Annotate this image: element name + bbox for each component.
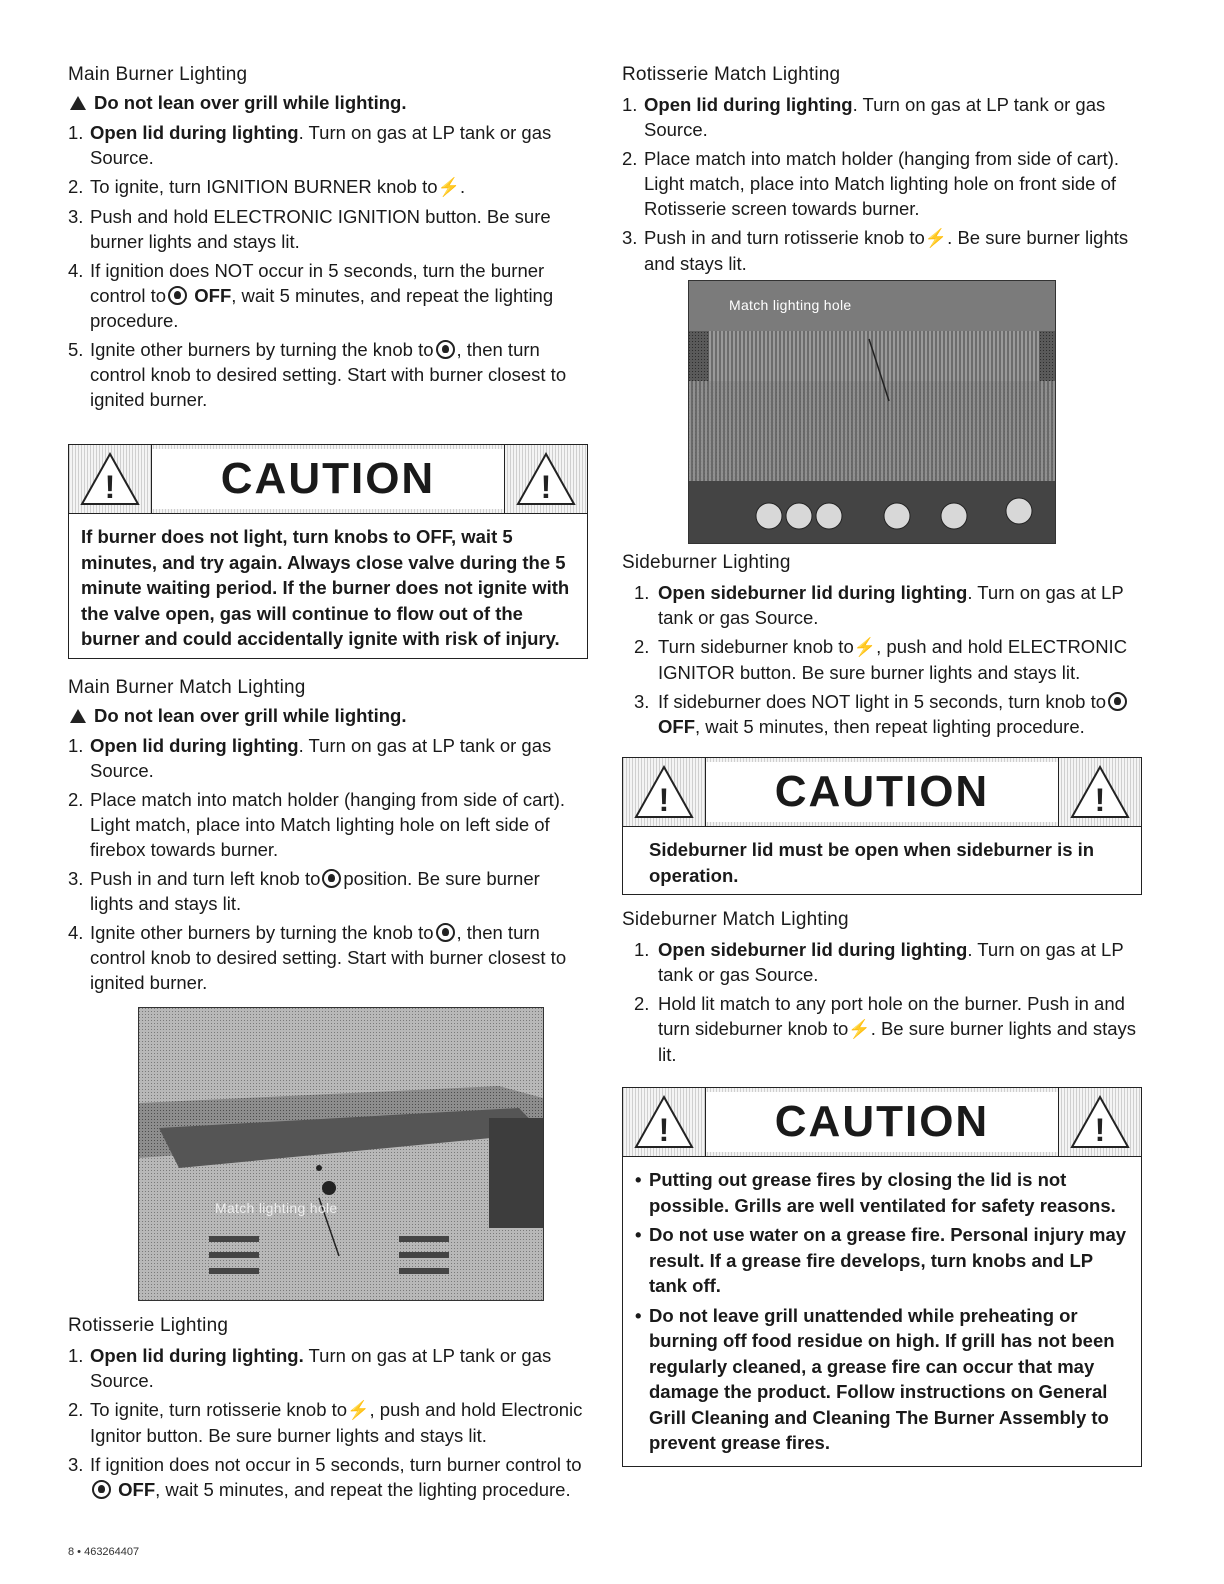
step: 3. Push in and turn rotisserie knob to⚡. Be sure burner lights and stays lit. xyxy=(622,227,1129,274)
ignite-icon: ⚡ xyxy=(924,228,948,248)
svg-text:!: ! xyxy=(540,469,552,505)
caution-bullet: • Putting out grease fires by closing the lid is not possible. Grills are well ventilated for safety reasons. xyxy=(635,1167,1127,1218)
caution-title: CAUTION xyxy=(706,762,1058,822)
warning-icon xyxy=(70,96,86,110)
caution-text: If burner does not light, turn knobs to OFF, wait 5 minutes, and try again. Always close valve during the 5 minute waiting period. If the burner does not ignite with the valve open, gas will continue to flow out of the burner and could accidentally ignite with risk of injury. xyxy=(81,526,570,649)
step: 2. To ignite, turn IGNITION BURNER knob to⚡. xyxy=(68,176,466,197)
section-heading: Sideburner Lighting xyxy=(622,552,791,573)
right-column xyxy=(622,64,1142,1467)
sideburner-lighting xyxy=(622,552,1142,739)
step: 1. Open lid during lighting. Turn on gas at LP tank or gas Source. xyxy=(622,94,1106,140)
rotisserie-match-lighting xyxy=(622,64,1142,276)
step: 1. Open lid during lighting. Turn on gas at LP tank or gas Source. xyxy=(68,734,552,781)
step: 5. Ignite other burners by turning the knob to , then turn control knob to desired setting. Start with burner closest to ignited burner. xyxy=(68,339,567,410)
step: 4. If ignition does NOT occur in 5 seconds, turn the burner control to OFF, wait 5 minutes, and repeat the lighting procedure. xyxy=(68,260,554,331)
caution-bullet: • Do not leave grill unattended while preheating or burning off food residue on high. If grill has not been regularly cleaned, a grease fire can occur that may damage the product. Follow instructions on General Grill Cleaning and Cleaning The Burner Assembly to prevent grease fires. xyxy=(635,1303,1127,1456)
svg-text:!: ! xyxy=(658,1112,670,1148)
step: 4. Ignite other burners by turning the knob to , then turn control knob to desired setting. Start with burner closest to ignited burner. xyxy=(68,921,567,993)
caution-left-icon xyxy=(623,758,706,826)
step: 2. To ignite, turn rotisserie knob to⚡, push and hold Electronic Ignitor button. Be sure burner lights and stays lit. xyxy=(68,1398,583,1446)
caution-title: CAUTION xyxy=(152,449,504,509)
main-burner-match-lighting xyxy=(68,677,588,995)
caution-left-icon xyxy=(69,445,152,513)
rotisserie-lighting xyxy=(68,1315,588,1502)
caution-box xyxy=(622,1087,1142,1467)
step: 2. Place match into match holder (hanging from side of cart). Light match, place into Match lighting hole on front side of Rotisserie screen towards burner. xyxy=(622,148,1120,219)
step: 1. Open sideburner lid during lighting. Turn on gas at LP tank or gas Source. xyxy=(634,582,1124,628)
caution-right-icon xyxy=(504,445,587,513)
caution-right-icon xyxy=(1058,758,1141,826)
ignite-icon: ⚡ xyxy=(347,1399,370,1420)
step: 1. Open sideburner lid during lighting. Turn on gas at LP tank or gas Source. xyxy=(634,939,1124,985)
sideburner-match-lighting xyxy=(622,909,1142,1067)
off-flame-icon xyxy=(168,286,187,305)
step: 1. Open lid during lighting. Turn on gas at LP tank or gas Source. xyxy=(68,122,552,168)
left-column xyxy=(68,64,588,1506)
warning-line: Do not lean over grill while lighting. xyxy=(70,705,588,727)
ignite-icon: ⚡ xyxy=(848,1019,871,1039)
svg-text:!: ! xyxy=(658,782,670,818)
section-heading: Sideburner Match Lighting xyxy=(622,909,849,930)
section-heading: Rotisserie Lighting xyxy=(68,1314,229,1336)
svg-text:!: ! xyxy=(1094,782,1106,818)
step: 2. Place match into match holder (hanging from side of cart). Light match, place into Match lighting hole on left side of firebox towards burner. xyxy=(68,788,566,860)
section-heading: Main Burner Lighting xyxy=(68,64,248,85)
step: 3. If ignition does not occur in 5 seconds, turn burner control to OFF, wait 5 minutes, and repeat the lighting procedure. xyxy=(68,1453,582,1500)
section-heading: Main Burner Match Lighting xyxy=(68,676,306,698)
flame-icon xyxy=(436,923,455,942)
off-flame-icon xyxy=(92,1480,111,1499)
caution-title: CAUTION xyxy=(706,1092,1058,1152)
step: 3. Push and hold ELECTRONIC IGNITION button. Be sure burner lights and stays lit. xyxy=(68,206,551,252)
warning-line: Do not lean over grill while lighting. xyxy=(70,92,588,114)
rotisserie-photo xyxy=(688,280,1056,544)
caution-bullet: • Do not use water on a grease fire. Personal injury may result. If a grease fire develops, turn knobs and LP tank off. xyxy=(635,1222,1127,1299)
caution-box xyxy=(68,444,588,659)
flame-icon xyxy=(436,340,455,359)
warning-icon xyxy=(70,709,86,723)
svg-text:!: ! xyxy=(1094,1112,1106,1148)
ignite-icon: ⚡ xyxy=(437,177,460,197)
section-heading: Rotisserie Match Lighting xyxy=(622,64,841,85)
step: 3. Push in and turn left knob to position. Be sure burner lights and stays lit. xyxy=(68,867,540,914)
flame-icon xyxy=(322,869,341,888)
svg-text:!: ! xyxy=(104,469,116,505)
ignite-icon: ⚡ xyxy=(853,637,877,657)
caution-text: Sideburner lid must be open when sideburner is in operation. xyxy=(649,839,1095,886)
caution-box xyxy=(622,757,1142,895)
step: 2. Turn sideburner knob to⚡, push and hold ELECTRONIC IGNITOR button. Be sure burner lights and stays lit. xyxy=(634,636,1128,683)
firebox-photo xyxy=(138,1007,544,1301)
main-burner-lighting xyxy=(68,64,588,412)
page-footer: 8 • 463264407 xyxy=(68,1546,140,1558)
step: 3. If sideburner does NOT light in 5 seconds, turn knob to OFF, wait 5 minutes, then repeat lighting procedure. xyxy=(622,689,1142,739)
step: 2. Hold lit match to any port hole on the burner. Push in and turn sideburner knob to⚡. Be sure burner lights and stays lit. xyxy=(634,993,1136,1065)
step: 1. Open lid during lighting. Turn on gas at LP tank or gas Source. xyxy=(68,1344,552,1391)
off-flame-icon xyxy=(1108,692,1127,711)
caution-right-icon xyxy=(1058,1088,1141,1156)
photo-label: Match lighting hole xyxy=(729,297,852,313)
photo-label: Match lighting hole xyxy=(215,1199,338,1216)
caution-left-icon xyxy=(623,1088,706,1156)
